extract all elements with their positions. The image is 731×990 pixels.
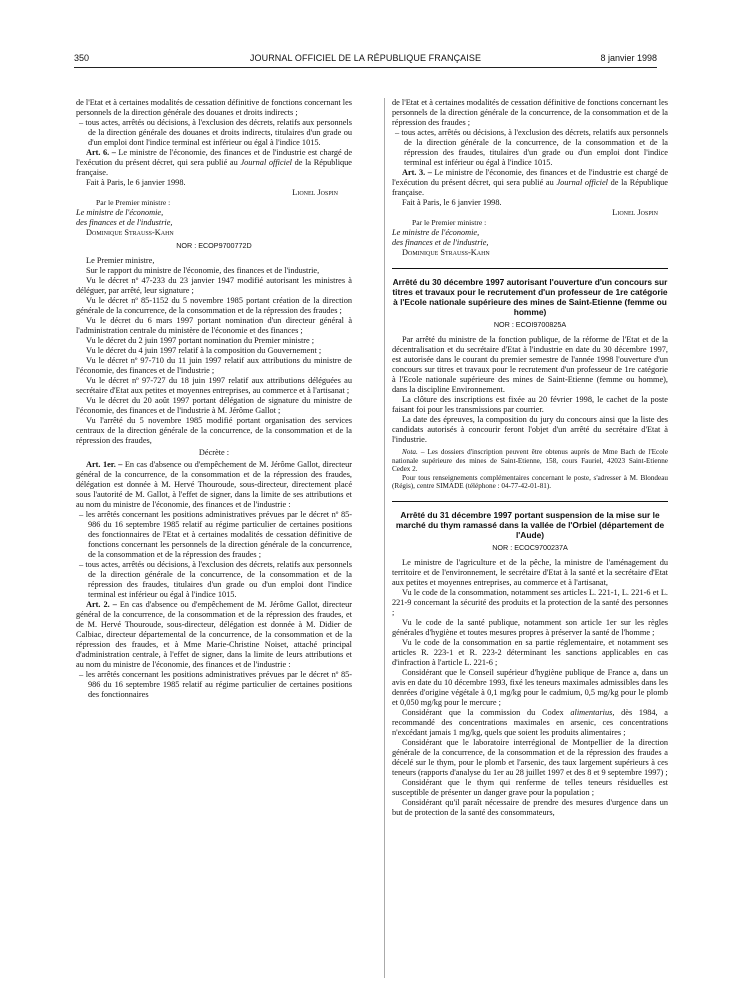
article-label: Art. 2. – [86, 600, 117, 609]
paragraph: Considérant que le Conseil supérieur d'hygiène publique de France a, dans un avis en date du 10 décembre 1993, fixé les teneurs maximales admissibles dans les denrées d'origine végétale à 0,1 mg/kg pour le cadmium, 0,5 mg/kg pour le plomb et 0,050 mg/kg pour le mercure ; [392, 667, 668, 707]
paragraph: Considérant que le thym qui renferme de telles teneurs résiduelles est susceptible de présenter un danger grave pour la population ; [392, 777, 668, 797]
dash-item: – tous actes, arrêtés ou décisions, à l'exclusion des décrets, relatifs aux personnels de la direction générale de la concurrence, de la consommation et de la répression des fraudes, titulaires d'un grade ou d'un emploi dont l'indice terminal est inférieur ou égal à l'indice 1015. [79, 560, 352, 599]
paragraph: Vu le décret nº 85-1152 du 5 novembre 1985 portant création de la direction générale de la concurrence, de la consommation et de la répression des fraudes ; [76, 296, 352, 315]
signature-strauss-kahn: Dominique Strauss-Kahn [402, 248, 490, 257]
ministre-title-line2: des finances et de l'industrie, [76, 218, 173, 227]
paragraph: Vu le décret du 2 juin 1997 portant nomination du Premier ministre ; [86, 336, 315, 345]
page-number: 350 [74, 53, 90, 63]
dash-item: – les arrêtés concernant les positions administratives prévues par le décret nº 85-986 du 16 septembre 1985 relatif au régime particulier de certaines positions des fonctionnaires [79, 670, 352, 699]
decrete: Décrète : [198, 448, 230, 457]
paragraph: Vu le décret nº 97-727 du 18 juin 1997 relatif aux attributions déléguées au secrétaire d'Etat aux petites et moyennes entreprises, au commerce et à l'artisanat ; [76, 376, 352, 395]
article-3: Art. 3. – Le ministre de l'économie, des finances et de l'industrie est chargé de l'exécution du présent décret, qui sera publié au Journal officiel de la République française. [392, 168, 669, 197]
paragraph: Vu le décret du 6 mars 1997 portant nomination d'un directeur général à l'administration centrale du ministère de l'économie et des finances ; [76, 316, 352, 335]
paragraph: La clôture des inscriptions est fixée au 20 février 1998, le cachet de la poste faisant foi pour les transmissions par courrier. [392, 395, 668, 414]
arrete-title-thym: Arrêté du 31 décembre 1997 portant suspension de la mise sur le marché du thym ramassé dans la vallée de l'Orbiel (département de l'Aude) [395, 509, 665, 540]
paragraph: Vu le décret du 20 août 1997 portant délégation de signature du ministre de l'économie, des finances et de l'industrie à M. Jérôme Gallot ; [76, 396, 352, 415]
nor-reference: NOR : ECOC9700237A [492, 542, 568, 552]
paragraph: La date des épreuves, la composition du jury du concours ainsi que la liste des candidats autorisés à concourir feront l'objet d'un arrêté du secrétaire d'Etat à l'industrie. [392, 415, 668, 444]
paragraph: Vu le code de la santé publique, notamment son article 1er sur les règles générales d'hygiène et toutes mesures propres à préserver la santé de l'homme ; [392, 617, 668, 637]
article-label: Art. 1er. – [86, 460, 123, 469]
paragraph: Le ministre de l'agriculture et de la pêche, la ministre de l'aménagement du territoire et de l'environnement, le secrétaire d'Etat à la santé et la secrétaire d'Etat aux petites et moyennes entreprises, au commerce et à l'artisanat, [392, 557, 668, 587]
paragraph: Considérant que la commission du Codex alimentarius, dès 1984, a recommandé des concentrations maximales en arsenic, ces concentrations n'excédant jamais 1 mg/kg, quels que soient les produits alimentaires ; [392, 707, 668, 737]
section-rule [392, 268, 668, 269]
journal-name: Journal officiel [240, 158, 292, 167]
article-2: Art. 2. – En cas d'absence ou d'empêchement de M. Jérôme Gallot, directeur général de la concurrence, de la consommation et de la répression des fraudes, et de M. Hervé Thouroude, sous-directeur, délégation est donnée à M. Didier de Calbiac, directeur départemental de la concurrence, de la consommation et de la répression des fraudes, et à Mme Marie-Christine Noiset, attaché principal d'administration centrale, à l'effet de signer, dans la limite de leurs attributions et au nom du ministre de l'économie, des finances et de l'industrie : [76, 600, 352, 669]
paragraph: Sur le rapport du ministre de l'économie, des finances et de l'industrie, [86, 266, 320, 275]
nota-contact: Pour tous renseignements complémentaires concernant le poste, s'adresser à M. Blondeau (Régis), centre SIMADE (téléphone : 04-77-42-01-81). [392, 473, 668, 491]
article-6: Art. 6. – Le ministre de l'économie, des finances et de l'industrie est chargé de l'exécution du présent décret, qui sera publié au Journal officiel de la République française. [76, 148, 353, 177]
paragraph: Considérant que le laboratoire interrégional de Montpellier de la direction générale de la concurrence, de la consommation et de la répression des fraudes a décelé sur le thym, pour le plomb et l'arsenic, des taux largement supérieurs à ces teneurs (rapports d'analyse du 1er au 28 juillet 1997 et des 8 et 9 septembre 1997) ; [392, 737, 668, 777]
fait-a-paris: Fait à Paris, le 6 janvier 1998. [86, 178, 186, 187]
paragraph: Vu le décret du 4 juin 1997 relatif à la composition du Gouvernement ; [86, 346, 322, 355]
left-column [76, 98, 352, 700]
paragraph: Vu le décret nº 47-233 du 23 janvier 1947 modifié autorisant les ministres à déléguer, par arrêté, leur signature ; [76, 276, 352, 295]
article-label: Art. 3. – [402, 168, 432, 177]
journal-name: Journal officiel [556, 178, 608, 187]
article-1: Art. 1er. – En cas d'absence ou d'empêchement de M. Jérôme Gallot, directeur général de la concurrence, de la consommation et de la répression des fraudes, délégation est donnée à M. Hervé Thouroude, sous-directeur, directement placé sous l'autorité de M. Gallot, à l'effet de signer, dans la limite de ses attributions et au nom du ministre de l'économie, des finances et de l'industrie : [76, 460, 353, 509]
paragraph: Par arrêté du ministre de la fonction publique, de la réforme de l'Etat et de la décentralisation et du secrétaire d'Etat à l'industrie en date du 30 décembre 1997, est autorisée dans le courant du premier semestre de l'année 1998 l'ouverture d'un concours sur titres et travaux pour le recrutement d'un professeur de 1re catégorie à l'Ecole nationale supérieure des mines de Saint-Etienne (femme ou homme), dans la discipline Environnement. [392, 335, 668, 394]
paragraph: de l'Etat et à certaines modalités de cessation définitive de fonctions concernant les personnels de la direction générale des douanes et droits indirects ; [76, 98, 352, 117]
dash-item: – les arrêtés concernant les positions administratives prévues par le décret nº 85-986 du 16 septembre 1985 relatif au régime particulier de certaines positions des fonctionnaires de l'Etat et à certaines modalités de cessation définitive de fonctions concernant les personnels de la direction générale de la concurrence, de la consommation et de la répression des fraudes ; [79, 510, 352, 559]
section-rule [392, 501, 668, 502]
ministre-title-line2: des finances et de l'industrie, [392, 238, 489, 247]
nota: Nota. – Les dossiers d'inscription peuvent être obtenus auprès de Mme Bach de l'Ecole nationale supérieure des mines de Saint-Etienne, 158, cours Fauriel, 42023 Saint-Etienne Cedex 2. [392, 448, 668, 474]
ministre-title-line1: Le ministre de l'économie, [76, 208, 164, 217]
page-header [74, 53, 657, 67]
par-premier-ministre: Par le Premier ministre : [412, 218, 487, 227]
issue-date: 8 janvier 1998 [600, 53, 657, 63]
journal-title: JOURNAL OFFICIEL DE LA RÉPUBLIQUE FRANÇAISE [249, 53, 482, 63]
signature-jospin: Lionel Jospin [292, 188, 338, 197]
column-divider [384, 98, 385, 978]
article-label: Art. 6. – [86, 148, 116, 157]
nor-reference: NOR : ECOI9700825A [493, 320, 567, 329]
header-rule [74, 67, 657, 68]
paragraph: Considérant qu'il paraît nécessaire de prendre des mesures d'urgence dans un but de protection de la santé des consommateurs, [392, 797, 668, 817]
dash-item: – tous actes, arrêtés ou décisions, à l'exclusion des décrets, relatifs aux personnels de la direction générale des douanes et droits indirects, titulaires d'un grade ou d'un emploi dont l'indice terminal est inférieur ou égal à l'indice 1015. [79, 118, 352, 147]
paragraph: Vu l'arrêté du 5 novembre 1985 modifié portant organisation des services centraux de la direction générale de la concurrence, de la consommation et de la répression des fraudes, [76, 416, 352, 445]
paragraph: Vu le code de la consommation, notamment ses articles L. 221-1, L. 221-6 et L. 221-9 concernant la sécurité des produits et la protection de la santé des personnes ; [392, 587, 668, 617]
arrete-title-concours: Arrêté du 30 décembre 1997 autorisant l'ouverture d'un concours sur titres et travaux pour le recrutement d'un professeur de 1re catégorie à l'Ecole nationale supérieure des mines de Saint-Etienne (femme ou homme) [392, 277, 668, 317]
signature-jospin: Lionel Jospin [612, 208, 658, 217]
ministre-title-line1: Le ministre de l'économie, [392, 228, 480, 237]
paragraph: Le Premier ministre, [86, 256, 155, 265]
nor-reference: NOR : ECOP9700772D [176, 241, 252, 250]
paragraph: Vu le code de la consommation en sa partie réglementaire, et notamment ses articles R. 223-1 et R. 223-2 déterminant les sanctions applicables en cas d'infraction à l'article L. 221-6 ; [392, 637, 668, 667]
paragraph: Vu le décret nº 97-710 du 11 juin 1997 relatif aux attributions du ministre de l'économie, des finances et de l'industrie ; [76, 356, 352, 375]
dash-item: – tous actes, arrêtés ou décisions, à l'exclusion des décrets, relatifs aux personnels de la direction générale de la concurrence, de la consommation et de la répression des fraudes, titulaires d'un grade ou d'un emploi dont l'indice terminal est inférieur ou égal à l'indice 1015. [395, 128, 668, 167]
right-column [392, 98, 668, 818]
signature-strauss-kahn: Dominique Strauss-Kahn [86, 228, 174, 237]
fait-a-paris: Fait à Paris, le 6 janvier 1998. [402, 198, 502, 207]
par-premier-ministre: Par le Premier ministre : [96, 198, 171, 207]
paragraph: de l'Etat et à certaines modalités de cessation définitive de fonctions concernant les personnels de la direction générale de la concurrence, de la consommation et de la répression des fraudes ; [392, 98, 668, 127]
